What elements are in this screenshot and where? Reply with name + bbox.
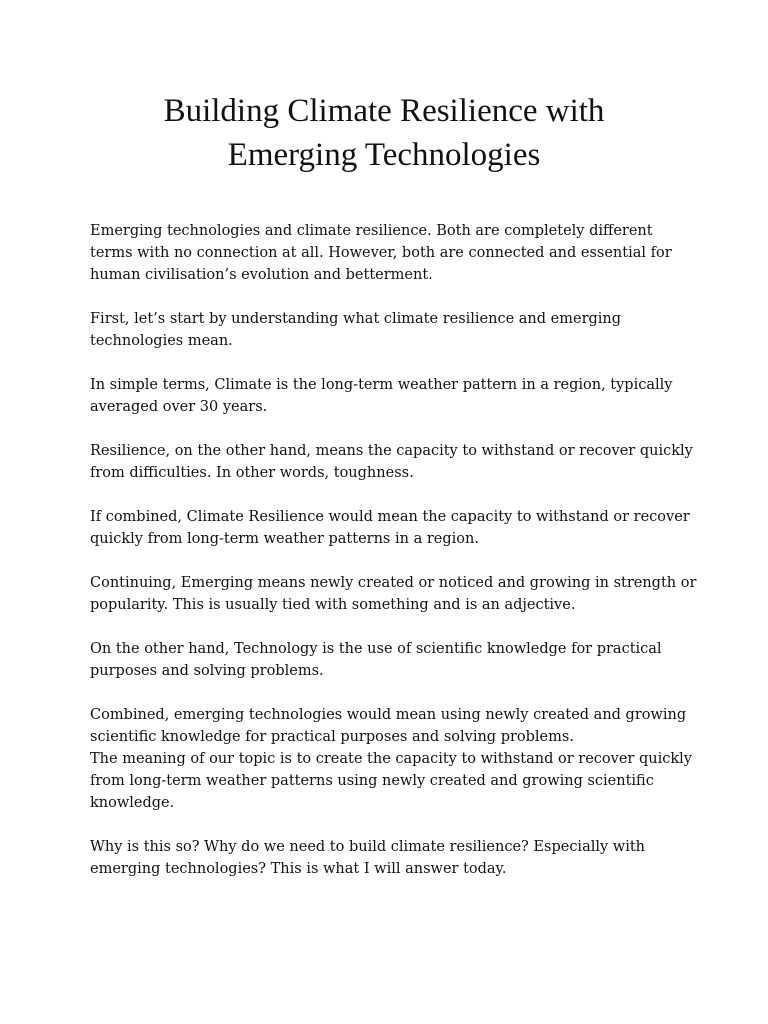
paragraph-climate-definition <box>90 374 690 418</box>
paragraph-resilience-definition <box>90 440 693 484</box>
text-line: scientific knowledge for practical purposes and solving problems. <box>90 729 574 745</box>
text-line: from long-term weather patterns using newly created and growing scientific <box>90 773 654 789</box>
text-line: First, let’s start by understanding what climate resilience and emerging <box>90 311 622 327</box>
text-line: terms with no connection at all. However, both are connected and essential for <box>90 245 672 261</box>
title-line: Building Climate Resilience with <box>163 93 605 129</box>
text-line: technologies mean. <box>90 333 233 349</box>
paragraph-intro <box>90 220 690 286</box>
text-line: The meaning of our topic is to create the capacity to withstand or recover quickly <box>90 751 692 767</box>
title-line: Emerging Technologies <box>227 137 541 173</box>
document-title <box>84 89 684 177</box>
text-line: Why is this so? Why do we need to build climate resilience? Especially with <box>90 839 646 855</box>
text-line: knowledge. <box>90 795 175 811</box>
paragraph-climate-resilience <box>90 506 690 550</box>
paragraph-question <box>90 836 690 880</box>
text-line: Emerging technologies and climate resilience. Both are completely different <box>90 223 653 239</box>
text-line: On the other hand, Technology is the use of scientific knowledge for practical <box>90 641 662 657</box>
text-line: In simple terms, Climate is the long-term weather pattern in a region, typically <box>90 377 673 393</box>
text-line: popularity. This is usually tied with something and is an adjective. <box>90 597 576 613</box>
paragraph-emerging-definition <box>90 572 697 616</box>
document-body <box>90 220 697 902</box>
text-line: purposes and solving problems. <box>90 663 324 679</box>
text-line: Resilience, on the other hand, means the capacity to withstand or recover quickly <box>90 443 693 459</box>
paragraph-combined-meaning <box>90 704 690 814</box>
paragraph-technology-definition <box>90 638 690 682</box>
text-line: quickly from long-term weather patterns in a region. <box>90 531 479 547</box>
text-line: averaged over 30 years. <box>90 399 268 415</box>
paragraph-first <box>90 308 690 352</box>
text-line: emerging technologies? This is what I will answer today. <box>90 861 507 877</box>
text-line: If combined, Climate Resilience would mean the capacity to withstand or recover <box>90 509 690 525</box>
text-line: Combined, emerging technologies would mean using newly created and growing <box>90 707 687 723</box>
text-line: human civilisation’s evolution and betterment. <box>90 267 433 283</box>
text-line: Continuing, Emerging means newly created or noticed and growing in strength or <box>90 575 697 591</box>
text-line: from difficulties. In other words, toughness. <box>90 465 414 481</box>
